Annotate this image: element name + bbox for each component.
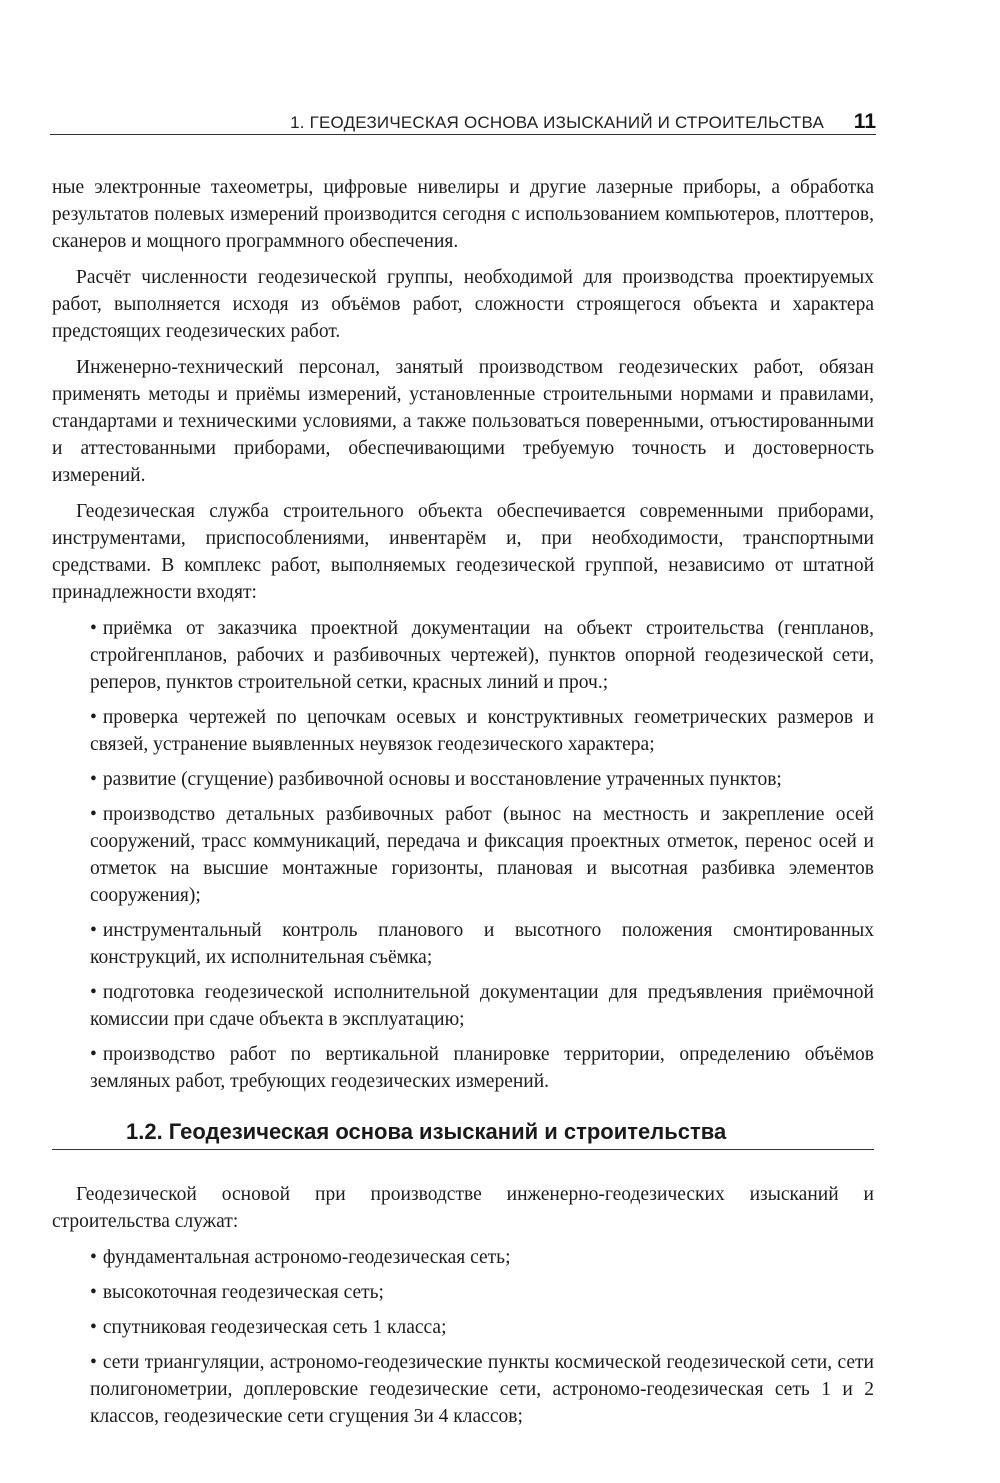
bullet-symbol: • bbox=[90, 920, 97, 941]
geodetic-networks-list bbox=[52, 1244, 874, 1430]
list-item: • фундаментальная астрономо-геодезическая сеть; bbox=[90, 1247, 511, 1268]
page-number: 11 bbox=[853, 110, 876, 133]
section-intro: Геодезической основой при производстве инженерно-геодезических изысканий и строительства служат: bbox=[52, 1184, 874, 1232]
list-item: • спутниковая геодезическая сеть 1 класса; bbox=[90, 1317, 447, 1338]
paragraph-geodetic-service: Геодезическая служба строительного объекта обеспечивается современными приборами, инструментами, приспособлениями, инвентарём и, при необходимости, транспортными средствами. В комплекс работ, выполняемых геодезической группой, независимо от штатной принадлежности входят: bbox=[52, 501, 874, 603]
bullet-symbol: • bbox=[90, 1352, 97, 1373]
list-item: • проверка чертежей по цепочкам осевых и конструктивных геометрических размеров и связей, устранение выявленных неувязок геодезического характера; bbox=[90, 707, 874, 755]
section-heading: 1.2. Геодезическая основа изысканий и строительства bbox=[52, 1117, 874, 1147]
list-item: • подготовка геодезической исполнительной документации для предъявления приёмочной комиссии при сдаче объекта в эксплуатацию; bbox=[90, 982, 874, 1030]
list-item: • производство работ по вертикальной планировке территории, определению объёмов земляных работ, требующих геодезических измерений. bbox=[90, 1044, 874, 1092]
list-item: • инструментальный контроль планового и высотного положения смонтированных конструкций, их исполнительная съёмка; bbox=[90, 920, 874, 968]
works-list bbox=[52, 615, 874, 1095]
bullet-symbol: • bbox=[90, 1282, 97, 1303]
bullet-symbol: • bbox=[90, 982, 97, 1003]
bullet-symbol: • bbox=[90, 618, 97, 639]
paragraph-personnel: Инженерно-технический персонал, занятый производством геодезических работ, обязан применять методы и приёмы измерений, установленные строительными нормами и правилами, стандартами и техническими условиями, а также пользоваться поверенными, отъюстированными и аттестованными приборами, обеспечивающими требуемую точность и достоверность измерений. bbox=[52, 357, 874, 486]
page-body bbox=[52, 174, 874, 1439]
bullet-symbol: • bbox=[90, 769, 97, 790]
list-item: • приёмка от заказчика проектной документации на объект строительства (генпланов, стройгенпланов, рабочих и разбивочных чертежей), пунктов опорной геодезической сети, реперов, пунктов строительной сетки, красных линий и проч.; bbox=[90, 618, 874, 693]
bullet-symbol: • bbox=[90, 1247, 97, 1268]
running-title: 1. ГЕОДЕЗИЧЕСКАЯ ОСНОВА ИЗЫСКАНИЙ И СТРОИТЕЛЬСТВА bbox=[290, 113, 824, 132]
list-item: • развитие (сгущение) разбивочной основы и восстановление утраченных пунктов; bbox=[90, 769, 782, 790]
bullet-symbol: • bbox=[90, 804, 97, 825]
bullet-symbol: • bbox=[90, 1317, 97, 1338]
paragraph-group-size: Расчёт численности геодезической группы, необходимой для производства проектируемых работ, выполняется исходя из объёмов работ, сложности строящегося объекта и характера предстоящих геодезических работ. bbox=[52, 267, 874, 342]
list-item: • высокоточная геодезическая сеть; bbox=[90, 1282, 384, 1303]
list-item: • производство детальных разбивочных работ (вынос на местность и закрепление осей сооружений, трасс коммуникаций, передача и фиксация проектных отметок, перенос осей и отметок на высшие монтажные горизонты, плановая и высотная разбивка элементов сооружения); bbox=[90, 804, 874, 906]
running-header bbox=[50, 110, 876, 135]
bullet-symbol: • bbox=[90, 1044, 97, 1065]
list-item: • сети триангуляции, астрономо-геодезические пункты космической геодезической сети, сети полигонометрии, доплеровские геодезические сети, астрономо-геодезическая сеть 1 и 2 классов, геодезические сети сгущения 3и 4 классов; bbox=[90, 1352, 874, 1427]
paragraph-continued: ные электронные тахеометры, цифровые нивелиры и другие лазерные приборы, а обработка результатов полевых измерений производится сегодня с использованием компьютеров, плоттеров, сканеров и мощного программного обеспечения. bbox=[52, 177, 874, 252]
bullet-symbol: • bbox=[90, 707, 97, 728]
